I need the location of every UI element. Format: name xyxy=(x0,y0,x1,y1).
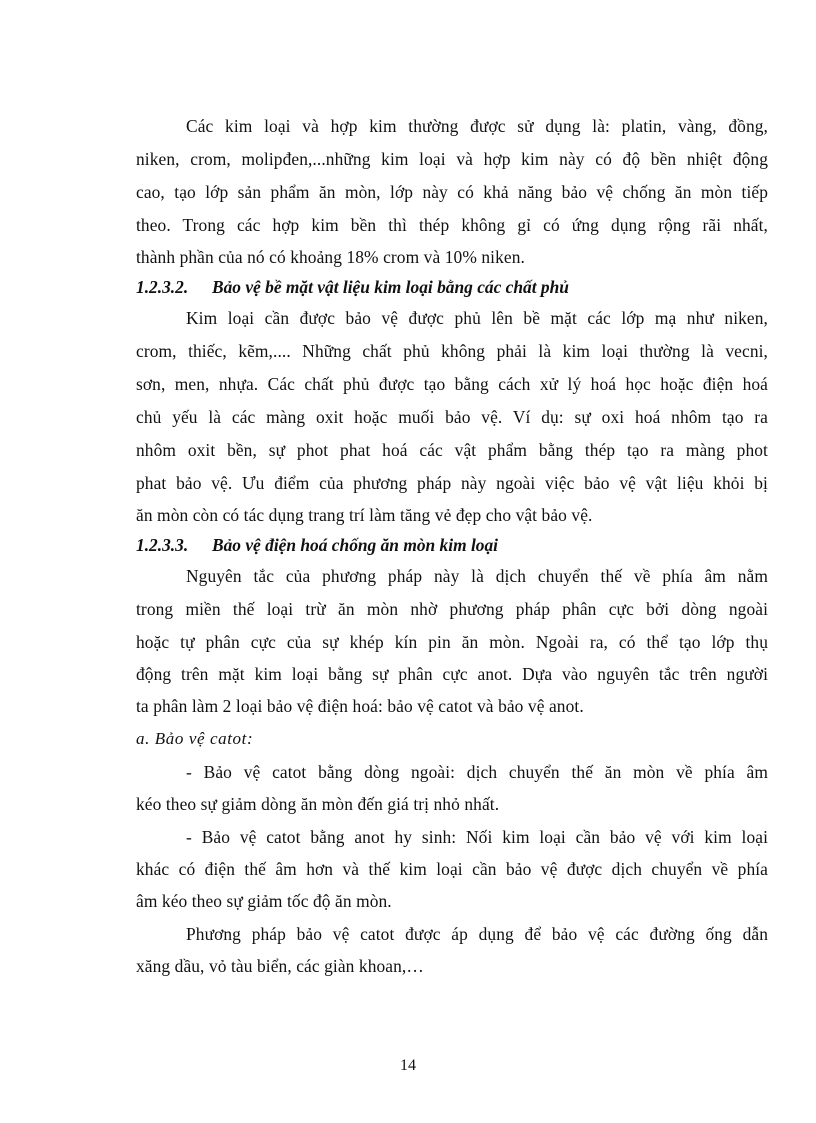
paragraph-line: - Bảo vệ catot bằng dòng ngoài: dịch chuyển thế ăn mòn về phía âm xyxy=(186,762,768,782)
paragraph-line: Phương pháp bảo vệ catot được áp dụng để bảo vệ các đường ống dẫn xyxy=(186,924,768,944)
paragraph-line: hoặc tự phân cực của sự khép kín pin ăn mòn. Ngoài ra, có thể tạo lớp thụ xyxy=(136,632,768,652)
paragraph-line: khác có điện thế âm hơn và thế kim loại cần bảo vệ được dịch chuyển về phía xyxy=(136,859,768,879)
section-title: Bảo vệ điện hoá chống ăn mòn kim loại xyxy=(212,535,499,555)
section-heading xyxy=(136,275,569,299)
paragraph-line: crom, thiếc, kẽm,.... Những chất phủ không phải là kim loại thường là vecni, xyxy=(136,341,768,361)
paragraph-line: cao, tạo lớp sản phẩm ăn mòn, lớp này có khả năng bảo vệ chống ăn mòn tiếp xyxy=(136,182,768,202)
paragraph-line: xăng dầu, vỏ tàu biển, các giàn khoan,… xyxy=(136,956,424,976)
section-number: 1.2.3.2. xyxy=(136,277,189,297)
paragraph-line: ta phân làm 2 loại bảo vệ điện hoá: bảo vệ catot và bảo vệ anot. xyxy=(136,696,584,716)
section-heading xyxy=(136,533,498,557)
subsection-heading: a. Bảo vệ catot: xyxy=(136,729,254,748)
paragraph-line: kéo theo sự giảm dòng ăn mòn đến giá trị nhỏ nhất. xyxy=(136,794,500,814)
paragraph-line: phat bảo vệ. Ưu điểm của phương pháp này ngoài việc bảo vệ vật liệu khỏi bị xyxy=(136,473,768,493)
paragraph-line: - Bảo vệ catot bằng anot hy sinh: Nối kim loại cần bảo vệ với kim loại xyxy=(186,827,768,847)
paragraph-line: Nguyên tắc của phương pháp này là dịch chuyển thế về phía âm nằm xyxy=(186,566,768,586)
paragraph-line: Các kim loại và hợp kim thường được sử dụng là: platin, vàng, đồng, xyxy=(186,116,768,136)
paragraph-line: âm kéo theo sự giảm tốc độ ăn mòn. xyxy=(136,891,392,911)
paragraph-line: theo. Trong các hợp kim bền thì thép không gỉ có ứng dụng rộng rãi nhất, xyxy=(136,215,768,235)
section-title: Bảo vệ bề mặt vật liệu kim loại bằng các chất phủ xyxy=(212,277,569,297)
paragraph-line: Kim loại cần được bảo vệ được phủ lên bề mặt các lớp mạ như niken, xyxy=(186,308,768,328)
page-number: 14 xyxy=(400,1057,416,1074)
paragraph-line: ăn mòn còn có tác dụng trang trí làm tăng vẻ đẹp cho vật bảo vệ. xyxy=(136,505,593,525)
paragraph-line: niken, crom, molipđen,...những kim loại và hợp kim này có độ bền nhiệt động xyxy=(136,149,768,169)
paragraph-line: chủ yếu là các màng oxit hoặc muối bảo vệ. Ví dụ: sự oxi hoá nhôm tạo ra xyxy=(136,407,768,427)
paragraph-line: nhôm oxit bền, sự phot phat hoá các vật phẩm bằng thép tạo ra màng phot xyxy=(136,440,768,460)
paragraph-line: sơn, men, nhựa. Các chất phủ được tạo bằng cách xử lý hoá học hoặc điện hoá xyxy=(136,374,768,394)
section-number: 1.2.3.3. xyxy=(136,535,189,555)
paragraph-line: thành phần của nó có khoảng 18% crom và 10% niken. xyxy=(136,247,525,267)
paragraph-line: trong miền thế loại trừ ăn mòn nhờ phương pháp phân cực bởi dòng ngoài xyxy=(136,599,768,619)
paragraph-line: động trên mặt kim loại bằng sự phân cực anot. Dựa vào nguyên tắc trên người xyxy=(136,664,768,684)
